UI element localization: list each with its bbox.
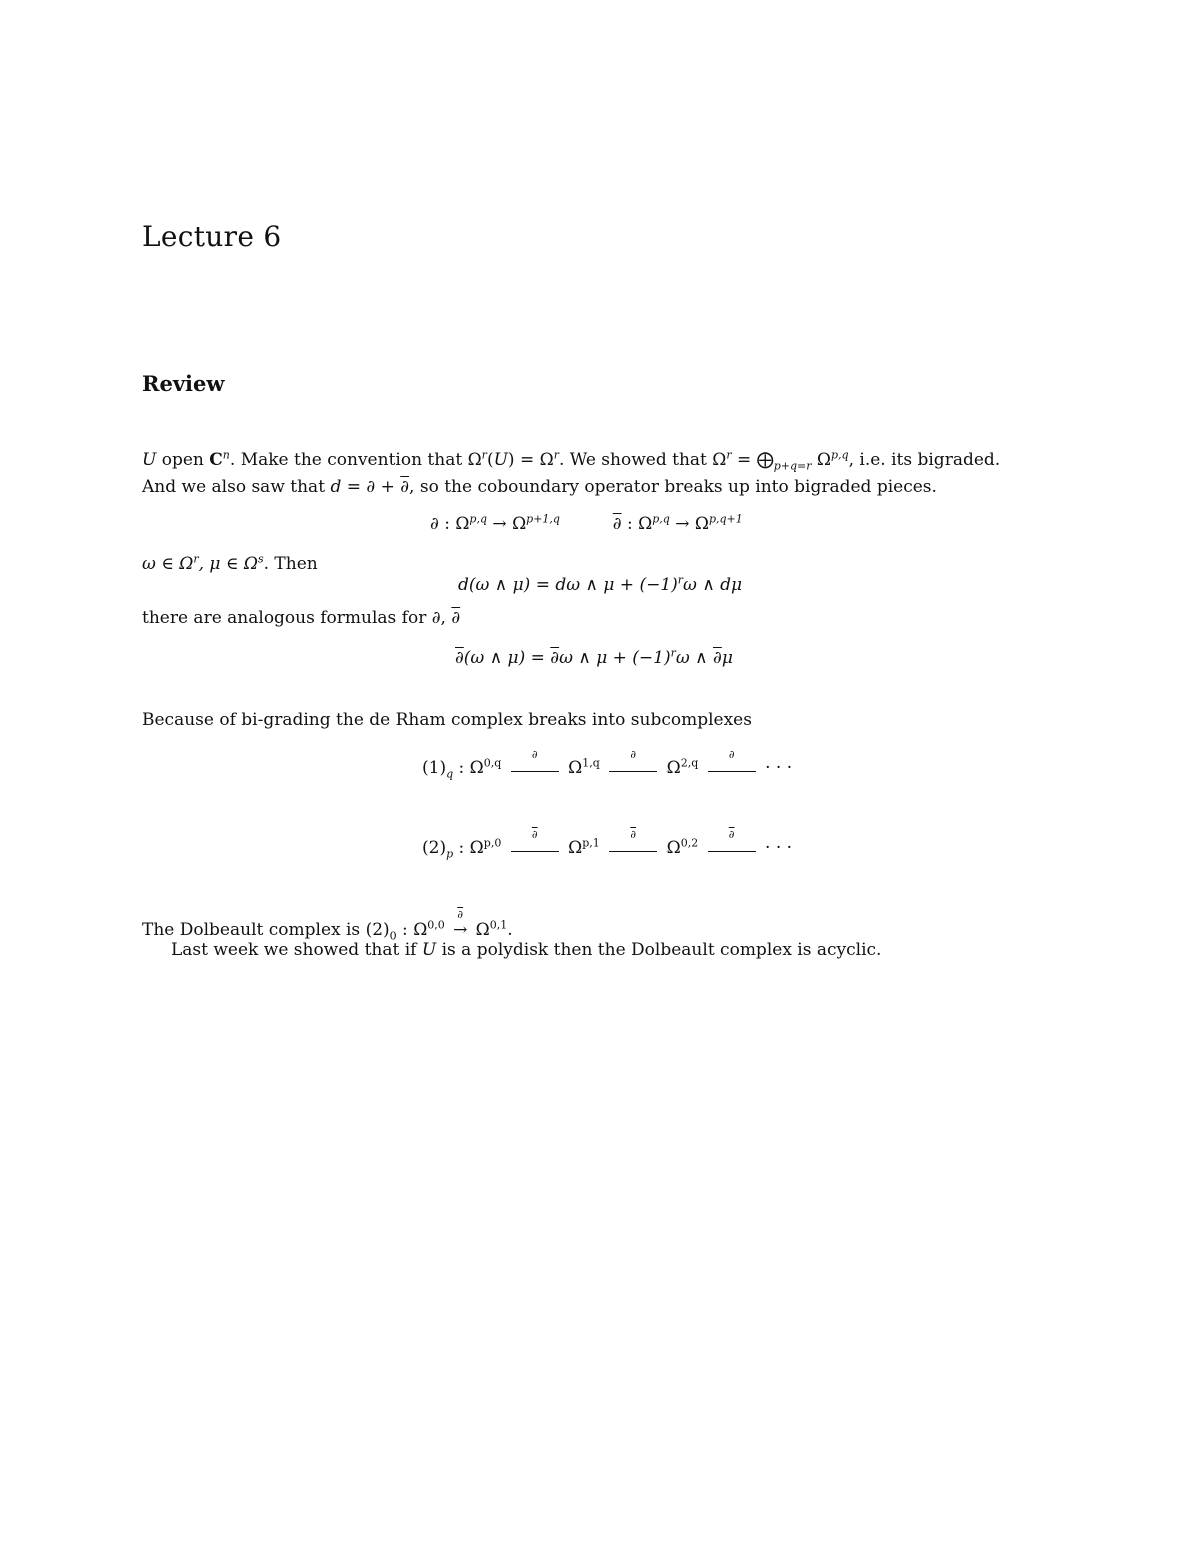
math-sup: 0,1 <box>489 918 508 932</box>
text: , so the coboundary operator breaks up into bigraded pieces. <box>409 477 937 497</box>
arrow-partial <box>511 747 559 776</box>
math: ω ∧ dμ <box>683 575 743 595</box>
math-dbar: ∂ <box>400 477 410 497</box>
math-sup: s <box>257 552 264 566</box>
math: Ω <box>666 758 681 778</box>
text: = ∂ + <box>341 477 401 497</box>
math-sub: q <box>446 767 454 781</box>
math: Ω <box>470 920 490 940</box>
section-heading: Review <box>142 371 225 396</box>
math: Ω <box>568 758 583 778</box>
arrow-dbar <box>609 827 657 856</box>
analogous-line <box>142 608 460 628</box>
paragraph-line-2 <box>142 477 937 497</box>
math: → Ω <box>669 514 709 534</box>
last-line <box>171 940 881 960</box>
math: : Ω <box>453 838 484 858</box>
because-line: Because of bi-grading the de Rham complex breaks into subcomplexes <box>142 710 752 730</box>
arrow-dbar <box>511 827 559 856</box>
page-title: Lecture 6 <box>142 220 282 253</box>
math: , μ ∈ Ω <box>198 554 258 574</box>
text: , i.e. its bigraded. <box>848 450 1001 470</box>
arrow-label: ∂ <box>728 747 735 761</box>
math: ω ∧ <box>675 648 714 668</box>
math-dbar: ∂ <box>713 648 722 668</box>
math-var: U <box>142 450 157 470</box>
math: → Ω <box>487 514 527 534</box>
math-sup: r <box>553 448 559 462</box>
arrow: → <box>453 920 468 940</box>
math-sub: p <box>446 847 454 861</box>
math-dbar: ∂ <box>612 514 622 534</box>
math: μ <box>721 648 733 668</box>
arrow-label: ∂ <box>630 827 637 841</box>
text: . Make the convention that Ω <box>229 450 482 470</box>
arrow-partial <box>708 747 756 776</box>
paragraph-line-1 <box>142 448 1001 473</box>
math: ω ∧ μ + (−1) <box>559 648 671 668</box>
text: Last week we showed that if <box>171 940 422 960</box>
math: : Ω <box>453 758 484 778</box>
math-sup: p,1 <box>582 836 600 850</box>
math-sup: r <box>193 552 199 566</box>
math-sup: r <box>481 448 487 462</box>
ellipsis: · · · <box>765 758 793 778</box>
complex-2 <box>422 827 793 861</box>
math: (2) <box>422 838 447 858</box>
dolbeault-line <box>142 908 513 943</box>
text: ( <box>486 450 494 470</box>
equation-leibniz <box>458 575 742 595</box>
math-sup: n <box>222 448 230 462</box>
text: . <box>507 920 513 940</box>
math-symbol: C <box>209 450 223 470</box>
text: Ω <box>811 450 831 470</box>
math-sup: p,0 <box>483 836 502 850</box>
text: And we also saw that <box>142 477 331 497</box>
math-sub: 0 <box>389 929 397 943</box>
math-var: U <box>421 940 437 960</box>
math-dbar: ∂ <box>451 608 461 628</box>
math: : Ω <box>396 920 428 940</box>
text: . Then <box>263 554 318 574</box>
math-var: U <box>493 450 508 470</box>
complex-1 <box>422 747 793 781</box>
math: Ω <box>568 838 583 858</box>
text: open <box>156 450 210 470</box>
omega-line <box>142 554 318 574</box>
math-sup: r <box>726 448 732 462</box>
ellipsis: · · · <box>765 838 793 858</box>
math: d(ω ∧ μ) = dω ∧ μ + (−1) <box>458 575 678 595</box>
math-sup: 0,2 <box>680 836 699 850</box>
arrow-dbar <box>708 827 756 856</box>
math-dbar: ∂ <box>455 648 464 668</box>
text: . We showed that Ω <box>558 450 727 470</box>
equation-dbar-leibniz <box>455 648 733 668</box>
math-sup: p,q <box>830 448 849 462</box>
arrow-label: ∂ <box>630 747 637 761</box>
text: there are analogous formulas for ∂, <box>142 608 452 628</box>
math: Ω <box>666 838 681 858</box>
math: ω ∈ Ω <box>142 554 194 574</box>
text: ) = Ω <box>507 450 554 470</box>
math-sup: r <box>670 646 676 660</box>
equation-operators <box>430 514 743 534</box>
math: ∂ : Ω <box>430 514 470 534</box>
math-sup: r <box>677 573 684 587</box>
math-sup: 0,0 <box>427 918 445 932</box>
math-sup: 1,q <box>582 756 600 770</box>
arrow-partial <box>609 747 657 776</box>
arrow-dbar-short <box>450 908 470 940</box>
math-sub: p+q=r <box>773 459 812 473</box>
arrow-label: ∂ <box>531 827 538 841</box>
arrow-label: ∂ <box>728 827 735 841</box>
math: (ω ∧ μ) = <box>463 648 551 668</box>
arrow-label: ∂ <box>531 747 538 761</box>
arrow-label: ∂ <box>457 908 464 921</box>
math-sup: p,q <box>469 512 488 526</box>
math-sup: 0,q <box>483 756 502 770</box>
math-sup: p+1,q <box>526 512 560 526</box>
math-sup: p,q+1 <box>708 512 743 526</box>
text: = ⨁ <box>731 450 774 470</box>
math: : Ω <box>621 514 653 534</box>
math: (1) <box>422 758 447 778</box>
math-var: d <box>330 477 342 497</box>
math-sup: 2,q <box>680 756 699 770</box>
math-dbar: ∂ <box>550 648 560 668</box>
text: The Dolbeault complex is (2) <box>142 920 390 940</box>
math-sup: p,q <box>652 512 670 526</box>
text: is a polydisk then the Dolbeault complex is acyclic. <box>436 940 882 960</box>
